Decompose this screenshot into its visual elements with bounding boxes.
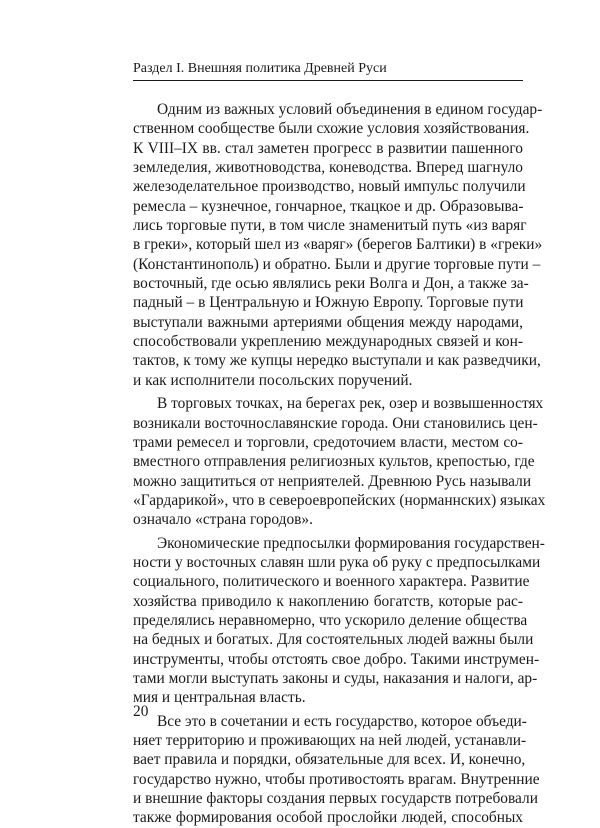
page-number: 20 [133, 703, 149, 720]
text-line: государство нужно, чтобы противостоять врагам. Внутренние [133, 770, 540, 788]
text-line: также формирования особой прослойки людей, способных [133, 809, 523, 827]
text-line: (Константинополь) и обратно. Были и другие торговые пути – [133, 255, 541, 273]
text-line: выступали важными артериями общения между народами, [133, 313, 523, 331]
text-line: восточный, где осью являлись реки Волга и Дон, а также за- [133, 275, 529, 293]
text-line: лись торговые пути, в том числе знаменитый путь «из варяг [133, 217, 527, 235]
text-line: и как исполнители посольских поручений. [133, 371, 413, 389]
text-line: пределялись неравномерно, что ускорило деление общества [133, 611, 528, 629]
text-line: железоделательное производство, новый импульс получили [133, 178, 526, 196]
text-line: Экономические предпосылки формирования государствен- [157, 534, 545, 552]
text-line: земледелия, животноводства, коневодства. Вперед шагнуло [133, 159, 523, 177]
text-line: на бедных и богатых. Для состоятельных людей важны были [133, 631, 534, 649]
text-line: в греки», который шел из «варяг» (берегов Балтики) в «греки» [133, 236, 543, 254]
text-line: возникали восточнославянские города. Они становились цен- [133, 414, 538, 432]
paragraph [133, 534, 545, 708]
paragraph [133, 394, 546, 529]
text-line: можно защититься от неприятелей. Древнюю Русь называли [133, 472, 532, 490]
paragraph [133, 100, 543, 390]
running-header: Раздел I. Внешняя политика Древней Руси [133, 60, 523, 81]
text-line: ремесла – кузнечное, гончарное, ткацкое и др. Образовыва- [133, 197, 524, 215]
text-line: трами ремесел и торговли, средоточием власти, местом со- [133, 433, 523, 451]
text-line: К VIII–IX вв. стал заметен прогресс в развитии пашенного [133, 139, 523, 157]
text-line: тами могли выступать законы и суды, наказания и налоги, ар- [133, 669, 538, 687]
text-line: вместного отправления религиозных культов, крепостью, где [133, 453, 535, 471]
text-line: няет территорию и проживающих на ней людей, устанавли- [133, 732, 527, 749]
text-line: падный – в Центральную и Южную Европу. Торговые пути [133, 294, 524, 312]
text-line: ности у восточных славян шли рука об руку с предпосылками [133, 553, 541, 571]
paragraph [133, 712, 540, 828]
text-line: Одним из важных условий объединения в едином государ- [157, 101, 543, 118]
text-line: мия и центральная власть. [133, 689, 306, 707]
text-line: и внешние факторы создания первых государств потребовали [133, 790, 538, 808]
text-line: социального, политического и военного характера. Развитие [133, 573, 530, 591]
text-line: В торговых точках, на берегах рек, озер и возвышенностях [157, 395, 544, 413]
text-line: способствовали укреплению международных связей и кон- [133, 333, 523, 351]
text-line: «Гардарикой», что в североевропейских (норманнских) языках [133, 491, 546, 509]
text-line: вает правила и порядки, обязательные для всех. И, конечно, [133, 751, 526, 769]
text-line: хозяйства приводило к накоплению богатств, которые рас- [133, 592, 523, 610]
text-line: ственном сообществе были схожие условия хозяйствования. [133, 120, 530, 138]
text-line: означало «страна городов». [133, 511, 313, 529]
text-line: тактов, к тому же купцы нередко выступали и как разведчики, [133, 352, 541, 370]
text-line: Все это в сочетании и есть государство, которое объеди- [157, 712, 527, 730]
text-line: инструменты, чтобы отстоять свое добро. Такими инструмен- [133, 650, 540, 668]
body-text [133, 100, 546, 828]
